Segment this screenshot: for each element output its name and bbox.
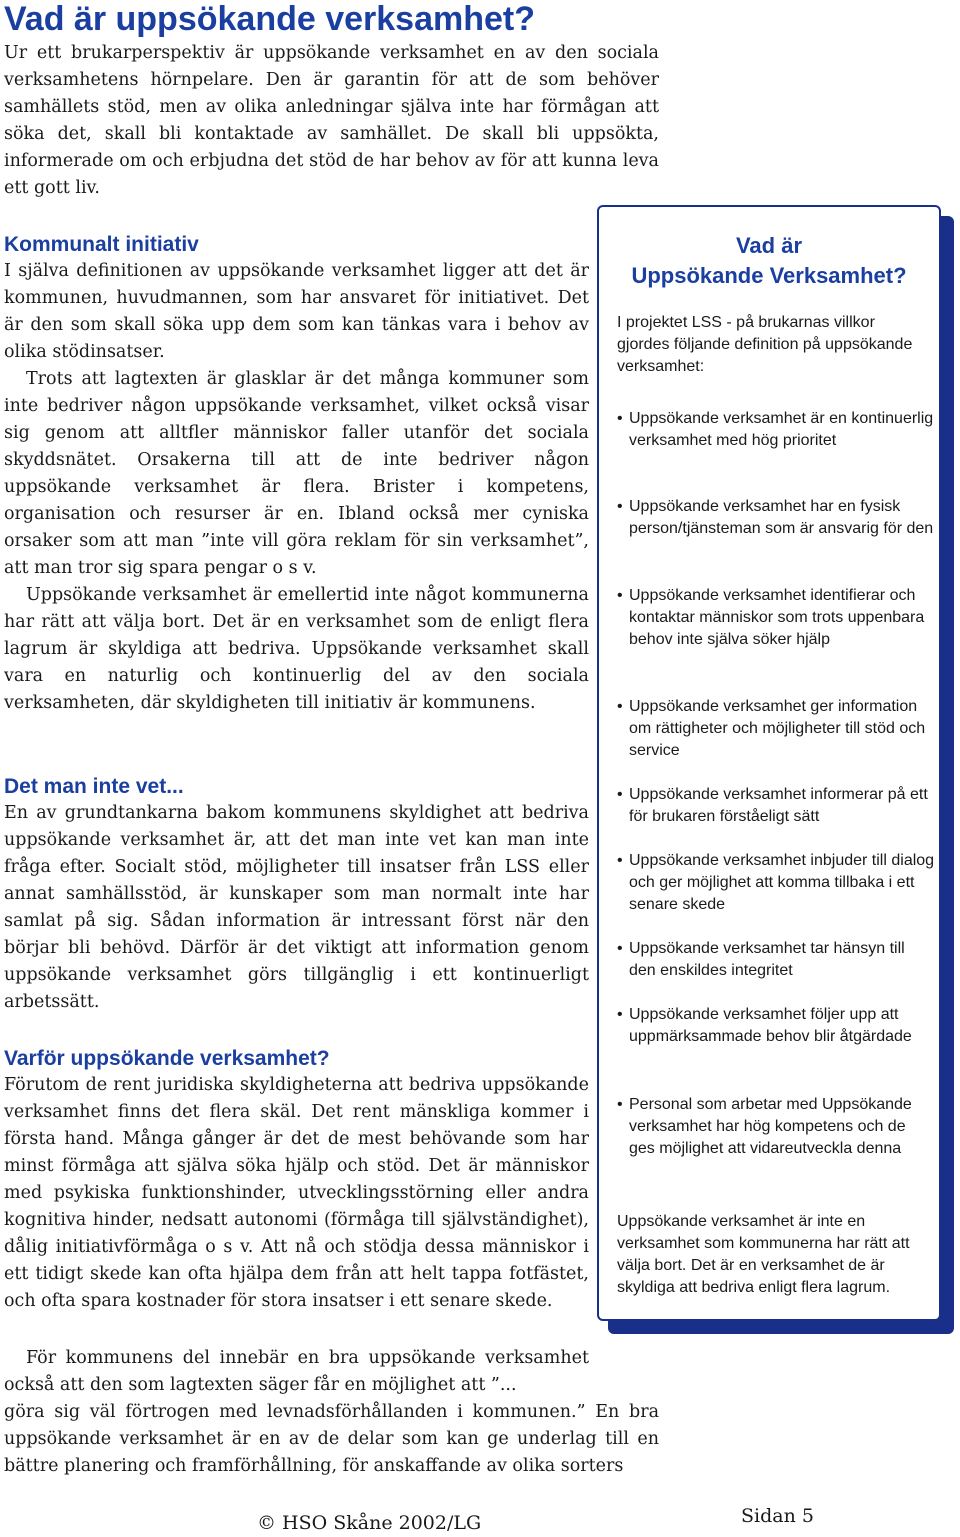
footer-page-number: Sidan 5 [741,1505,814,1527]
kommunalt-paragraph-1: I själva definitionen av uppsökande verksamhet ligger att det är kommunen, huvudmannen, som har ansvaret för initiativet. Det är den som skall söka upp dem som kan tänkas vara i behov av olika stödinsatser. [4,261,589,362]
varfor-paragraph-2b: göra sig väl förtrogen med levnadsförhållanden i kommunen.” En bra uppsökande verksamhet är en av de delar som kan ge underlag till en bättre planering och framförhållning, för anskaffande av olika sorters [4,1402,659,1476]
sidebox-bullet: • Uppsökande verksamhet är en kontinuerlig verksamhet med hög prioritet [617,410,934,449]
bullet-dot-icon: • [617,786,623,803]
bullet-dot-icon: • [617,587,623,604]
intro-paragraph: Ur ett brukarperspektiv är uppsökande verksamhet en av den sociala verksamhetens hörnpelare. Den är garantin för att de som behöver samhällets stöd, men av olika anledningar själva inte har förmågan att söka det, skall bli kontaktade av samhället. De skall bli uppsökta, informerade om och erbjudna det stöd de har behov av för att kunna leva ett gott liv. [4,43,659,198]
heading-varfor: Varför uppsökande verksamhet? [4,1047,330,1070]
bullet-dot-icon: • [617,852,623,869]
sidebox-bullet: • Uppsökande verksamhet informerar på ett för brukaren förståeligt sätt [617,786,928,825]
bullet-dot-icon: • [617,698,623,715]
page-title: Vad är uppsökande verksamhet? [4,0,535,38]
kommunalt-paragraph-2: Trots att lagtexten är glasklar är det många kommuner som inte bedriver någon uppsökande verksamhet, vilket också visar sig genom att alltfler människor faller utanför det sociala skyddsnätet. Orsakerna till att de inte bedriver någon uppsökande verksamhet är flera. Brister i kompetens, organisation och resurser är en. Ibland också mer cyniska orsaker som att man ”inte vill göra reklam för sin verksamhet”, att man tror sig spara pengar o s v. [4,369,589,578]
bullet-dot-icon: • [617,1096,623,1113]
vet-paragraph-1: En av grundtankarna bakom kommunens skyldighet att bedriva uppsökande verksamhet är, att det man inte vet kan man inte fråga efter. Socialt stöd, möjligheter till insatser från LSS eller annat samhällsstöd, är kunskaper som man normalt inte har samlat på sig. Sådan information är intressant först när den börjar bli behövd. Därför är det viktigt att information genom uppsökande verksamhet görs tillgänglig i ett kontinuerligt arbetssätt. [4,803,589,1012]
heading-det-man-inte-vet: Det man inte vet... [4,775,184,798]
sidebox-bullet: • Uppsökande verksamhet tar hänsyn till den enskildes integritet [617,940,905,979]
sidebox-bullet: • Uppsökande verksamhet ger information om rättigheter och möjligheter till stöd och service [617,698,926,759]
bullet-dot-icon: • [617,410,623,427]
footer-copyright: © HSO Skåne 2002/LG [257,1512,482,1534]
bullet-dot-icon: • [617,940,623,957]
sidebox-title-line1: Vad är [735,233,803,258]
sidebox-bullet: • Uppsökande verksamhet följer upp att uppmärksammade behov blir åtgärdade [617,1006,912,1045]
sidebox-bullet: • Uppsökande verksamhet har en fysisk person/tjänsteman som är ansvarig för den [617,498,934,537]
sidebox-closing: Uppsökande verksamhet är inte en verksamhet som kommunerna har rätt att välja bort. Det är en verksamhet de är skyldiga att bedriva enligt flera lagrum. [617,1213,910,1296]
sidebox-bullet: • Uppsökande verksamhet inbjuder till dialog och ger möjlighet att komma tillbaka i ett senare skede [617,852,935,913]
bullet-dot-icon: • [617,498,623,515]
heading-kommunalt-initiativ: Kommunalt initiativ [4,233,199,256]
kommunalt-paragraph-3: Uppsökande verksamhet är emellertid inte något kommunerna har rätt att välja bort. Det är en verksamhet som de enligt flera lagrum är skyldiga att bedriva. Uppsökande verksamhet skall vara en naturlig och kontinuerlig del av den sociala verksamheten, där skyldigheten till initiativ är kommunens. [4,585,589,713]
sidebox-intro: I projektet LSS - på brukarnas villkor gjordes följande definition på uppsökande verksamhet: [617,314,913,375]
sidebox-bullet: • Uppsökande verksamhet identifierar och kontaktar människor som trots uppenbara behov inte själva söker hjälp [617,587,925,648]
varfor-paragraph-2a: För kommunens del innebär en bra uppsökande verksamhet också att den som lagtexten säger får en möjlighet att ”... [4,1348,589,1395]
bullet-dot-icon: • [617,1006,623,1023]
sidebox-bullet: • Personal som arbetar med Uppsökande verksamhet har hög kompetens och de ges möjlighet att vidareutveckla denna [617,1096,912,1157]
sidebox-title-line2: Uppsökande Verksamhet? [631,263,907,288]
varfor-paragraph-1: Förutom de rent juridiska skyldigheterna att bedriva uppsökande verksamhet finns det flera skäl. Det rent mänskliga kommer i första hand. Många gånger är det de mest behövande som har minst förmåga att själva söka hjälp och stöd. Det är människor med psykiska funktionshinder, utvecklingsstörning eller andra kognitiva hinder, nedsatt autonomi (förmåga till självständighet), dålig initiativförmåga o s v. Att nå och stödja dessa människor i ett tidigt skede kan ofta hjälpa dem från att helt tappa fotfästet, och ofta spara kostnader för stora insatser i ett senare skede. [4,1075,589,1311]
